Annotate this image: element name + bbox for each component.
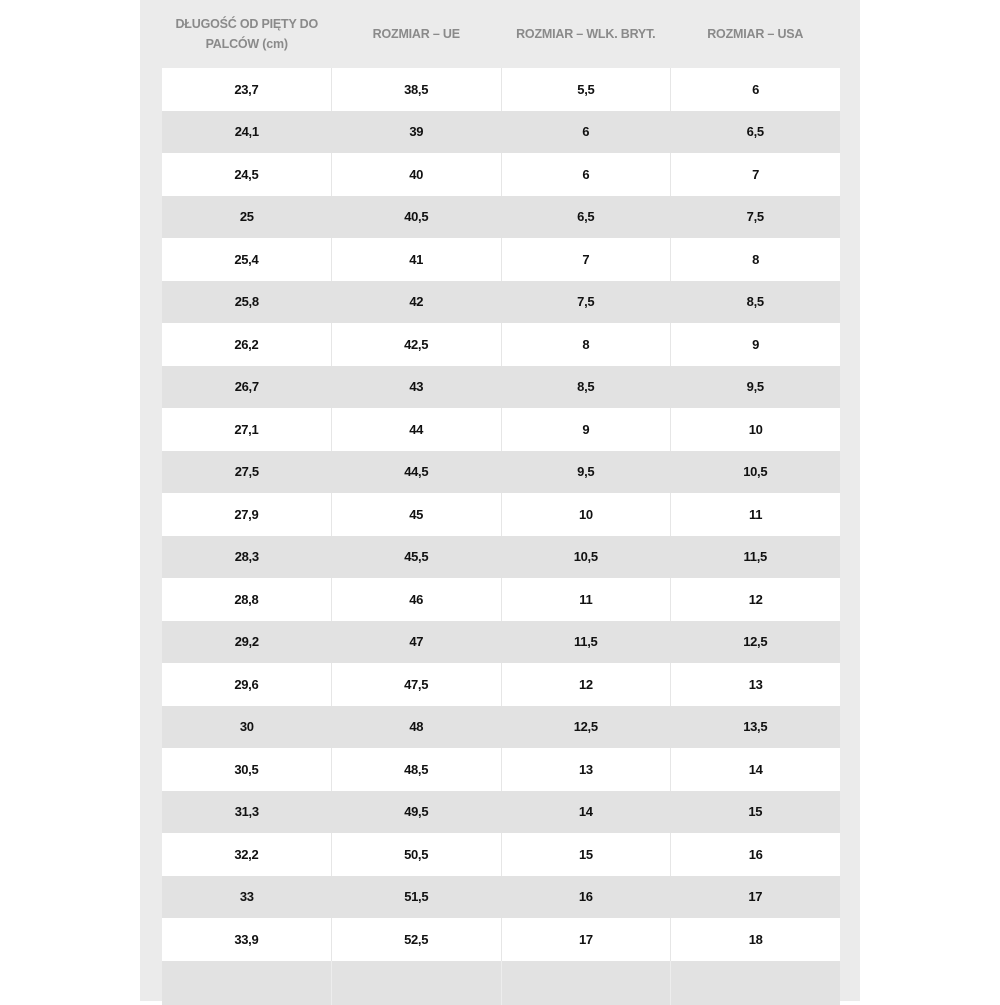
table-row: [162, 238, 840, 281]
cell-size-us: 6: [670, 68, 840, 111]
cell-foot-length: 23,7: [234, 81, 259, 97]
cell-foot-length: 27,1: [234, 421, 259, 437]
cell-foot-length: 31,3: [234, 804, 259, 820]
cell-size-eu: 48: [409, 719, 424, 735]
cell-size-eu: 48,5: [331, 748, 501, 791]
cell-foot-length: 25: [239, 209, 254, 225]
cell-size-eu: 38,5: [331, 68, 501, 111]
cell-foot-length: 30: [239, 719, 254, 735]
cell-foot-length: 28,3: [234, 549, 259, 565]
cell-foot-length: 28,8: [234, 591, 259, 607]
cell-size-eu: 47,5: [331, 663, 501, 706]
cell-size-uk: 16: [578, 889, 593, 905]
cell-size-uk: 10: [501, 493, 671, 536]
cell-size-us: 18: [670, 918, 840, 961]
cell-foot-length: 32,2: [234, 846, 259, 862]
cell-size-us: 10,5: [743, 464, 768, 480]
table-row: [162, 68, 840, 111]
cell-foot-length: 26,7: [234, 379, 259, 395]
cell-size-uk: 17: [501, 918, 671, 961]
cell-size-uk: 9: [501, 408, 671, 451]
table-row: [162, 663, 840, 706]
header-size-uk: ROZMIAR – WLK. BRYT.: [516, 27, 656, 41]
table-row: [162, 578, 840, 621]
cell-size-uk: 7: [501, 238, 671, 281]
cell-size-uk: 6,5: [577, 209, 595, 225]
table-row: [162, 876, 840, 919]
cell-size-eu: 51,5: [404, 889, 429, 905]
cell-size-eu: 45: [331, 493, 501, 536]
cell-size-uk: 10,5: [573, 549, 598, 565]
cell-size-us: 8,5: [746, 294, 764, 310]
cell-size-eu: 42,5: [331, 323, 501, 366]
cell-size-uk: 12: [501, 663, 671, 706]
cell-foot-length: 27,9: [234, 506, 259, 522]
cell-size-us: 13: [670, 663, 840, 706]
cell-size-us: 10: [670, 408, 840, 451]
cell-size-uk: 15: [501, 833, 671, 876]
cell-foot-length: 33,9: [234, 931, 259, 947]
table-row: [162, 833, 840, 876]
cell-size-us: 8: [670, 238, 840, 281]
cell-size-eu: 40: [331, 153, 501, 196]
cell-foot-length: 33: [239, 889, 254, 905]
table-row: [162, 196, 840, 239]
empty-cell: [331, 961, 501, 1005]
cell-size-eu: 50,5: [331, 833, 501, 876]
cell-size-eu: 42: [409, 294, 424, 310]
cell-foot-length: 27,5: [234, 464, 259, 480]
header-foot-length: DŁUGOŚĆ OD PIĘTY DO PALCÓW (cm): [175, 17, 318, 51]
cell-foot-length: 24,5: [234, 166, 259, 182]
cell-size-uk: 14: [578, 804, 593, 820]
empty-cell: [162, 961, 331, 1005]
cell-size-uk: 8: [501, 323, 671, 366]
cell-size-uk: 8,5: [577, 379, 595, 395]
cell-size-eu: 44,5: [404, 464, 429, 480]
cell-size-eu: 40,5: [404, 209, 429, 225]
table-row: [162, 748, 840, 791]
cell-foot-length: 30,5: [234, 761, 259, 777]
cell-size-eu: 49,5: [404, 804, 429, 820]
cell-size-eu: 45,5: [404, 549, 429, 565]
cell-foot-length: 25,8: [234, 294, 259, 310]
table-row: [162, 536, 840, 579]
cell-size-us: 6,5: [746, 124, 764, 140]
table-row: [162, 706, 840, 749]
cell-size-uk: 13: [501, 748, 671, 791]
table-row: [162, 408, 840, 451]
cell-size-us: 13,5: [743, 719, 768, 735]
cell-size-uk: 11: [501, 578, 671, 621]
table-row: [162, 281, 840, 324]
header-size-us: ROZMIAR – USA: [707, 27, 804, 41]
cell-foot-length: 24,1: [234, 124, 259, 140]
cell-size-us: 14: [670, 748, 840, 791]
table-body: [162, 68, 840, 1005]
header-size-eu: ROZMIAR – UE: [372, 27, 460, 41]
table-row: [162, 323, 840, 366]
cell-size-eu: 41: [331, 238, 501, 281]
cell-size-uk: 6: [582, 124, 590, 140]
table-row: [162, 918, 840, 961]
cell-size-us: 11,5: [743, 549, 767, 565]
cell-size-uk: 11,5: [574, 634, 598, 650]
cell-foot-length: 26,2: [234, 336, 259, 352]
cell-size-uk: 12,5: [573, 719, 598, 735]
table-row: [162, 791, 840, 834]
empty-cell: [501, 961, 671, 1005]
table-row: [162, 366, 840, 409]
cell-size-uk: 7,5: [577, 294, 595, 310]
cell-size-eu: 43: [409, 379, 424, 395]
cell-size-us: 9,5: [746, 379, 764, 395]
table-row: [162, 621, 840, 664]
table-row-empty: [162, 961, 840, 1005]
cell-size-uk: 9,5: [577, 464, 595, 480]
cell-size-eu: 39: [409, 124, 424, 140]
cell-size-uk: 5,5: [501, 68, 671, 111]
cell-size-eu: 46: [331, 578, 501, 621]
cell-size-us: 16: [670, 833, 840, 876]
cell-size-us: 12: [670, 578, 840, 621]
cell-size-us: 9: [670, 323, 840, 366]
table-row: [162, 111, 840, 154]
empty-cell: [670, 961, 840, 1005]
table-header: [162, 0, 840, 68]
table-row: [162, 493, 840, 536]
cell-size-us: 7: [670, 153, 840, 196]
table-row: [162, 451, 840, 494]
cell-size-uk: 6: [501, 153, 671, 196]
cell-size-eu: 52,5: [331, 918, 501, 961]
cell-size-us: 7,5: [746, 209, 764, 225]
cell-foot-length: 29,2: [234, 634, 259, 650]
cell-size-us: 17: [748, 889, 763, 905]
cell-size-us: 12,5: [743, 634, 768, 650]
cell-foot-length: 25,4: [234, 251, 259, 267]
cell-size-eu: 47: [409, 634, 424, 650]
cell-size-us: 15: [748, 804, 763, 820]
table-row: [162, 153, 840, 196]
cell-size-eu: 44: [331, 408, 501, 451]
cell-size-us: 11: [670, 493, 840, 536]
cell-foot-length: 29,6: [234, 676, 259, 692]
